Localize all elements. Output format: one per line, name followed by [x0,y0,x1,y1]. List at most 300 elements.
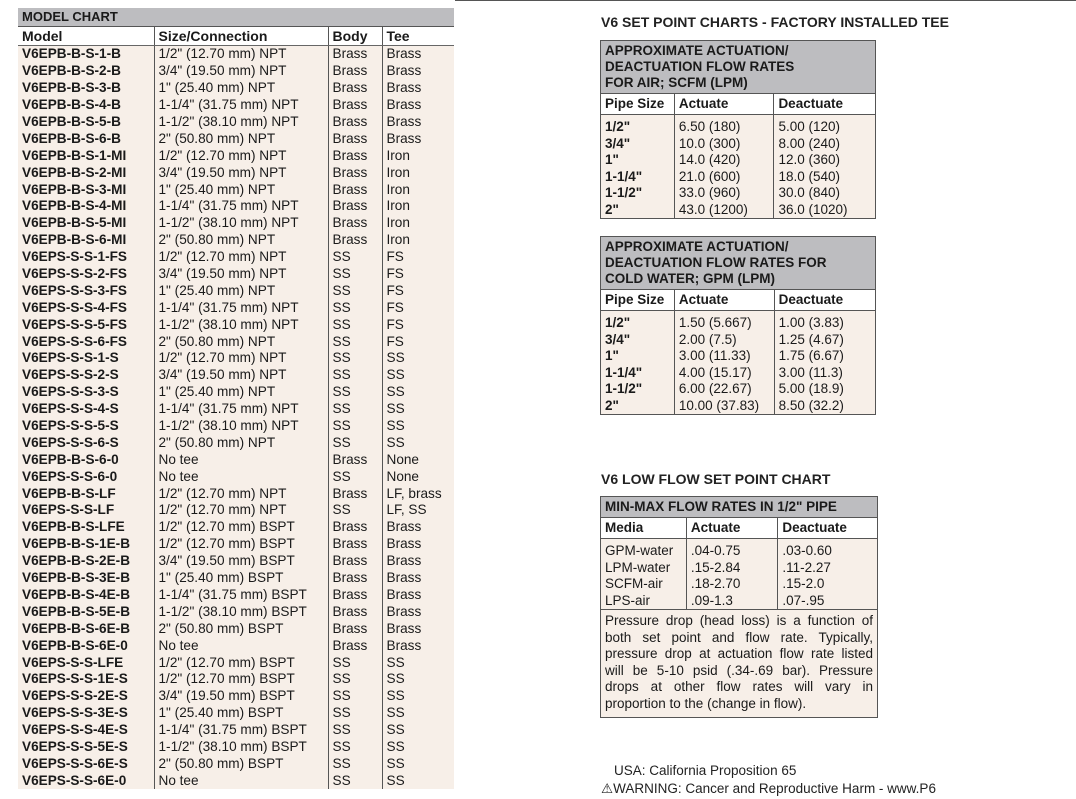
water-cell: 8.50 (32.2) [774,398,875,415]
water-cell: 1.00 (3.83) [774,311,875,332]
body-cell: SS [328,316,382,333]
water-cell: 10.00 (37.83) [674,398,774,415]
table-row [601,169,876,186]
size-cell: 3/4" (19.50 mm) BSPT [154,688,328,705]
water-cell: 2" [601,398,675,415]
air-cell: 33.0 (960) [674,185,774,202]
model-cell: V6EPB-B-S-2-MI [18,164,154,181]
size-cell: No tee [154,772,328,789]
table-row [601,311,876,332]
table-row [601,398,876,415]
size-cell: 2" (50.80 mm) NPT [154,232,328,249]
air-table-caption: APPROXIMATE ACTUATION/ DEACTUATION FLOW RATES FOR AIR; SCFM (LPM) [601,41,876,94]
size-cell: 1/2" (12.70 mm) NPT [154,485,328,502]
size-cell: 2" (50.80 mm) BSPT [154,755,328,772]
size-cell: 1-1/2" (38.10 mm) BSPT [154,739,328,756]
model-cell: V6EPS-S-S-4E-S [18,722,154,739]
table-row [18,198,454,215]
table-row [601,185,876,202]
water-header-actuate: Actuate [674,290,774,311]
model-cell: V6EPB-B-S-6-B [18,130,154,147]
model-cell: V6EPS-S-S-2E-S [18,688,154,705]
body-cell: SS [328,722,382,739]
table-row [18,620,454,637]
tee-cell: SS [386,738,405,754]
model-cell: V6EPB-B-S-1-B [18,46,154,63]
table-row [18,147,454,164]
body-cell: SS [328,739,382,756]
air-cell: 14.0 (420) [674,152,774,169]
body-cell: Brass [328,570,382,587]
size-cell: 1/2" (12.70 mm) NPT [154,502,328,519]
model-cell: V6EPS-S-S-5E-S [18,739,154,756]
lowflow-cell: .03-0.60 [778,539,878,560]
tee-cell: Iron [386,232,410,248]
model-cell: V6EPS-S-S-1-FS [18,249,154,266]
body-cell: SS [328,418,382,435]
tee-cell: Brass [386,46,422,62]
table-row [18,688,454,705]
table-row [601,115,876,136]
model-cell: V6EPB-B-S-5E-B [18,603,154,620]
air-header-deactuate: Deactuate [774,94,876,115]
body-cell: Brass [328,232,382,249]
table-row [18,249,454,266]
model-cell: V6EPB-B-S-6-0 [18,451,154,468]
model-cell: V6EPS-S-S-6-FS [18,333,154,350]
body-cell: Brass [328,485,382,502]
tee-cell: Brass [386,570,422,586]
model-cell: V6EPB-B-S-6E-0 [18,637,154,654]
tee-cell: Iron [386,147,410,163]
size-cell: 1/2" (12.70 mm) BSPT [154,671,328,688]
table-row [18,739,454,756]
water-header-deactuate: Deactuate [774,290,875,311]
tee-cell: Brass [386,519,422,535]
model-cell: V6EPS-S-S-3E-S [18,705,154,722]
model-cell: V6EPS-S-S-5-S [18,418,154,435]
low-flow-table [600,496,878,718]
model-cell: V6EPS-S-S-6E-S [18,755,154,772]
table-row [18,350,454,367]
table-row [18,722,454,739]
model-cell: V6EPB-B-S-2-B [18,63,154,80]
air-cell: 2" [601,202,675,219]
tee-cell: SS [386,755,405,771]
body-cell: SS [328,468,382,485]
low-flow-caption: MIN-MAX FLOW RATES IN 1/2" PIPE [601,497,878,518]
tee-cell: Brass [386,97,422,113]
table-row [601,152,876,169]
table-row [601,348,876,365]
tee-cell: None [386,468,419,484]
table-row [18,164,454,181]
body-cell: SS [328,299,382,316]
body-cell: SS [328,671,382,688]
column-header-body: Body [328,27,382,46]
size-cell: 2" (50.80 mm) BSPT [154,620,328,637]
size-cell: 1" (25.40 mm) NPT [154,80,328,97]
water-cell: 1" [601,348,675,365]
water-cell: 6.00 (22.67) [674,381,774,398]
table-row [18,637,454,654]
tee-cell: SS [386,434,405,450]
body-cell: Brass [328,637,382,654]
lowflow-cell: .15-2.0 [778,576,878,593]
size-cell: 3/4" (19.50 mm) NPT [154,164,328,181]
tee-cell: SS [386,688,405,704]
table-row [18,215,454,232]
tee-cell: Iron [386,215,410,231]
tee-cell: SS [386,654,405,670]
lowflow-cell: SCFM-air [601,576,687,593]
air-cell: 36.0 (1020) [774,202,876,219]
pressure-drop-note: Pressure drop (head loss) is a function of both set point and flow rate. Typically, pressure drop at actuation flow rate listed will be 5-10 psid (.34-.69 bar). Pressure drops at other flow rates will vary in proportion to the (change in flow). [601,610,878,718]
body-cell: SS [328,367,382,384]
low-flow-header-actuate: Actuate [686,518,778,539]
size-cell: 3/4" (19.50 mm) NPT [154,63,328,80]
water-cell: 4.00 (15.17) [674,365,774,382]
body-cell: Brass [328,130,382,147]
low-flow-header-media: Media [601,518,687,539]
model-cell: V6EPS-S-S-3-FS [18,282,154,299]
table-row [18,384,454,401]
size-cell: 1-1/2" (38.10 mm) NPT [154,316,328,333]
air-header-actuate: Actuate [674,94,774,115]
table-row [18,468,454,485]
lowflow-cell: GPM-water [601,539,687,560]
model-cell: V6EPS-S-S-6-S [18,434,154,451]
table-row [18,401,454,418]
prop65-warning: ⚠WARNING: Cancer and Reproductive Harm - www.P6 [601,781,936,796]
tee-cell: FS [386,316,404,332]
table-row [18,114,454,131]
table-row [18,536,454,553]
column-header-tee: Tee [382,27,454,46]
body-cell: SS [328,654,382,671]
tee-cell: Brass [386,63,422,79]
size-cell: 1" (25.40 mm) BSPT [154,570,328,587]
size-cell: 1-1/4" (31.75 mm) BSPT [154,587,328,604]
table-row [18,181,454,198]
size-cell: 1-1/4" (31.75 mm) NPT [154,299,328,316]
water-cell: 5.00 (18.9) [774,381,875,398]
tee-cell: FS [386,249,404,265]
tee-cell: FS [386,299,404,315]
water-table-caption: APPROXIMATE ACTUATION/ DEACTUATION FLOW RATES FOR COLD WATER; GPM (LPM) [601,237,876,290]
water-cell: 1-1/2" [601,381,675,398]
table-row [18,772,454,789]
table-row [18,434,454,451]
model-cell: V6EPS-S-S-1E-S [18,671,154,688]
model-cell: V6EPB-B-S-2E-B [18,553,154,570]
body-cell: Brass [328,603,382,620]
size-cell: No tee [154,637,328,654]
body-cell: Brass [328,215,382,232]
body-cell: Brass [328,46,382,63]
size-cell: 2" (50.80 mm) NPT [154,130,328,147]
top-rule [455,0,1076,1]
body-cell: SS [328,401,382,418]
size-cell: 1" (25.40 mm) BSPT [154,705,328,722]
size-cell: 1-1/2" (38.10 mm) NPT [154,114,328,131]
water-cell: 1.25 (4.67) [774,332,875,349]
air-cell: 1/2" [601,115,675,136]
air-cell: 12.0 (360) [774,152,876,169]
low-flow-title: V6 LOW FLOW SET POINT CHART [601,471,831,487]
model-cell: V6EPS-S-S-LFE [18,654,154,671]
size-cell: 1-1/2" (38.10 mm) NPT [154,418,328,435]
model-cell: V6EPS-S-S-3-S [18,384,154,401]
size-cell: 3/4" (19.50 mm) NPT [154,367,328,384]
table-row [18,587,454,604]
water-cell: 1-1/4" [601,365,675,382]
model-cell: V6EPB-B-S-4-B [18,97,154,114]
air-cell: 1" [601,152,675,169]
table-row [18,451,454,468]
air-cell: 6.50 (180) [674,115,774,136]
body-cell: Brass [328,97,382,114]
lowflow-cell: .07-.95 [778,593,878,610]
body-cell: Brass [328,164,382,181]
size-cell: 1/2" (12.70 mm) BSPT [154,519,328,536]
model-cell: V6EPS-S-S-2-S [18,367,154,384]
model-cell: V6EPB-B-S-1-MI [18,147,154,164]
size-cell: 1-1/4" (31.75 mm) BSPT [154,722,328,739]
table-row [601,202,876,219]
size-cell: No tee [154,451,328,468]
air-flow-table [600,40,876,219]
tee-cell: SS [386,772,405,788]
body-cell: Brass [328,620,382,637]
body-cell: SS [328,705,382,722]
model-cell: V6EPS-S-S-LF [18,502,154,519]
body-cell: SS [328,502,382,519]
size-cell: 1/2" (12.70 mm) NPT [154,46,328,63]
table-row [18,97,454,114]
tee-cell: Brass [386,603,422,619]
tee-cell: SS [386,384,405,400]
table-row [601,381,876,398]
water-cell: 3.00 (11.33) [674,348,774,365]
air-cell: 10.0 (300) [674,136,774,153]
size-cell: 1/2" (12.70 mm) NPT [154,147,328,164]
body-cell: Brass [328,147,382,164]
table-row [18,654,454,671]
air-cell: 43.0 (1200) [674,202,774,219]
table-row [18,333,454,350]
model-cell: V6EPB-B-S-4-MI [18,198,154,215]
table-row [18,705,454,722]
tee-cell: Brass [386,80,422,96]
body-cell: SS [328,384,382,401]
tee-cell: FS [386,282,404,298]
body-cell: Brass [328,80,382,97]
body-cell: SS [328,688,382,705]
body-cell: Brass [328,536,382,553]
size-cell: No tee [154,468,328,485]
tee-cell: Brass [386,637,422,653]
table-row [18,299,454,316]
tee-cell: FS [386,333,404,349]
table-row [18,316,454,333]
size-cell: 1-1/2" (38.10 mm) BSPT [154,603,328,620]
tee-cell: SS [386,705,405,721]
tee-cell: FS [386,266,404,282]
model-cell: V6EPB-B-S-LF [18,485,154,502]
air-cell: 18.0 (540) [774,169,876,186]
tee-cell: SS [386,367,405,383]
table-row [18,80,454,97]
tee-cell: SS [386,350,405,366]
tee-cell: LF, brass [386,485,442,501]
table-row [18,603,454,620]
table-row [601,332,876,349]
body-cell: SS [328,434,382,451]
size-cell: 1/2" (12.70 mm) BSPT [154,536,328,553]
tee-cell: Brass [386,586,422,602]
lowflow-cell: .15-2.84 [686,560,778,577]
column-header-size: Size/Connection [154,27,328,46]
size-cell: 1-1/4" (31.75 mm) NPT [154,198,328,215]
low-flow-header-deactuate: Deactuate [778,518,878,539]
water-cell: 3/4" [601,332,675,349]
size-cell: 1-1/4" (31.75 mm) NPT [154,97,328,114]
model-cell: V6EPS-S-S-4-FS [18,299,154,316]
table-row [601,539,878,560]
size-cell: 1-1/2" (38.10 mm) NPT [154,215,328,232]
tee-cell: SS [386,671,405,687]
table-row [18,130,454,147]
body-cell: SS [328,755,382,772]
air-cell: 21.0 (600) [674,169,774,186]
table-row [18,755,454,772]
size-cell: 1" (25.40 mm) NPT [154,181,328,198]
table-row [18,232,454,249]
body-cell: Brass [328,63,382,80]
size-cell: 2" (50.80 mm) NPT [154,333,328,350]
air-cell: 8.00 (240) [774,136,876,153]
prop65-line: USA: California Proposition 65 [614,763,797,778]
table-row [601,365,876,382]
tee-cell: Iron [386,164,410,180]
table-row [601,593,878,610]
tee-cell: SS [386,401,405,417]
table-row [18,519,454,536]
size-cell: 1" (25.40 mm) NPT [154,282,328,299]
water-flow-table [600,236,876,415]
size-cell: 3/4" (19.50 mm) NPT [154,266,328,283]
body-cell: Brass [328,198,382,215]
tee-cell: Brass [386,553,422,569]
size-cell: 1/2" (12.70 mm) NPT [154,350,328,367]
water-cell: 2.00 (7.5) [674,332,774,349]
table-row [18,418,454,435]
table-row [18,282,454,299]
body-cell: SS [328,282,382,299]
table-row [18,46,454,63]
model-cell: V6EPB-B-S-5-B [18,114,154,131]
water-cell: 1.50 (5.667) [674,311,774,332]
body-cell: SS [328,333,382,350]
body-cell: Brass [328,114,382,131]
air-header-pipe-size: Pipe Size [601,94,675,115]
body-cell: Brass [328,519,382,536]
table-row [601,576,878,593]
model-cell: V6EPB-B-S-5-MI [18,215,154,232]
model-cell: V6EPS-S-S-5-FS [18,316,154,333]
tee-cell: SS [386,418,405,434]
table-row [18,367,454,384]
tee-cell: Brass [386,114,422,129]
lowflow-cell: .09-1.3 [686,593,778,610]
model-cell: V6EPS-S-S-6-0 [18,468,154,485]
size-cell: 1" (25.40 mm) NPT [154,384,328,401]
lowflow-cell: .18-2.70 [686,576,778,593]
air-cell: 5.00 (120) [774,115,876,136]
air-cell: 30.0 (840) [774,185,876,202]
table-row [18,671,454,688]
tee-cell: Brass [386,130,422,146]
size-cell: 1/2" (12.70 mm) BSPT [154,654,328,671]
model-cell: V6EPB-B-S-6E-B [18,620,154,637]
model-cell: V6EPB-B-S-1E-B [18,536,154,553]
model-cell: V6EPB-B-S-3-MI [18,181,154,198]
air-cell: 1-1/2" [601,185,675,202]
table-row [18,266,454,283]
water-cell: 3.00 (11.3) [774,365,875,382]
size-cell: 2" (50.80 mm) NPT [154,434,328,451]
model-chart-table [18,8,454,789]
size-cell: 1/2" (12.70 mm) NPT [154,249,328,266]
model-cell: V6EPB-B-S-6-MI [18,232,154,249]
tee-cell: Brass [386,620,422,636]
table-row [18,570,454,587]
lowflow-cell: .04-0.75 [686,539,778,560]
water-cell: 1.75 (6.67) [774,348,875,365]
body-cell: Brass [328,553,382,570]
tee-cell: Iron [386,198,410,214]
tee-cell: SS [386,722,405,738]
body-cell: SS [328,249,382,266]
tee-cell: Iron [386,181,410,197]
table-row [18,63,454,80]
body-cell: SS [328,350,382,367]
model-chart-caption: MODEL CHART [18,8,454,27]
table-row [601,560,878,577]
model-cell: V6EPB-B-S-4E-B [18,587,154,604]
body-cell: Brass [328,181,382,198]
set-point-title: V6 SET POINT CHARTS - FACTORY INSTALLED TEE [601,14,949,30]
table-row [18,502,454,519]
body-cell: Brass [328,451,382,468]
table-row [18,485,454,502]
model-cell: V6EPS-S-S-2-FS [18,266,154,283]
air-cell: 3/4" [601,136,675,153]
size-cell: 1-1/4" (31.75 mm) NPT [154,401,328,418]
model-cell: V6EPB-B-S-LFE [18,519,154,536]
body-cell: SS [328,772,382,789]
water-header-pipe-size: Pipe Size [601,290,675,311]
table-row [601,136,876,153]
lowflow-cell: .11-2.27 [778,560,878,577]
tee-cell: None [386,451,419,467]
size-cell: 3/4" (19.50 mm) BSPT [154,553,328,570]
model-cell: V6EPS-S-S-6E-0 [18,772,154,789]
model-cell: V6EPB-B-S-3E-B [18,570,154,587]
lowflow-cell: LPS-air [601,593,687,610]
tee-cell: Brass [386,536,422,552]
